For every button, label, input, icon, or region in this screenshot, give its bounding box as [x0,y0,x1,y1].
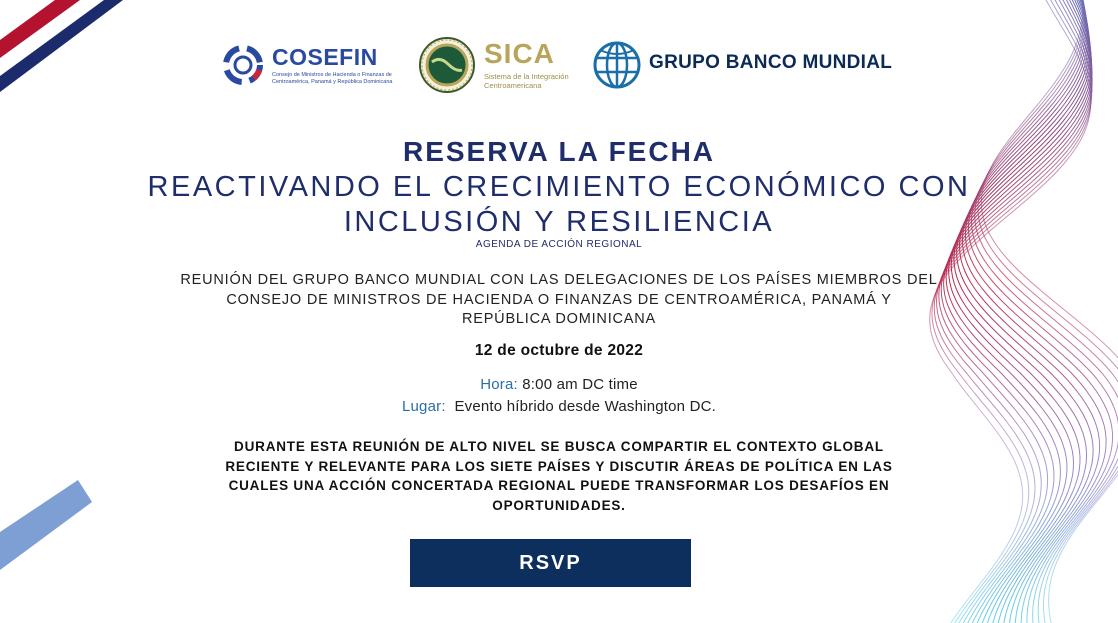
globe-icon [592,40,642,90]
meeting-purpose-line3: CUALES UNA ACCIÓN CONCERTADA REGIONAL PUEDE TRANSFORMAR LOS DESAFÍOS EN [228,478,890,493]
meeting-description-line2: CONSEJO DE MINISTROS DE HACIENDA O FINANZAS DE CENTROAMÉRICA, PANAMÁ Y [226,291,892,308]
meeting-description-line3: REPÚBLICA DOMINICANA [461,311,657,327]
meeting-description-line1: REUNIÓN DEL GRUPO BANCO MUNDIAL CON LAS DELEGACIONES DE LOS PAÍSES MIEMBROS DEL [180,272,938,288]
location-label: Lugar: [401,398,446,415]
event-date: 12 de octubre de 2022 [474,342,644,359]
cosefin-emblem-icon [220,42,266,88]
event-title [0,170,1118,240]
cosefin-name: COSEFIN [272,44,378,70]
meeting-purpose-line2: RECIENTE Y RELEVANTE PARA LOS SIETE PAÍSES Y DISCUTIR ÁREAS DE POLÍTICA EN LAS [225,458,893,474]
cosefin-logo [220,42,400,88]
rsvp-button[interactable] [410,539,691,587]
agenda-subtitle: AGENDA DE ACCIÓN REGIONAL [475,239,643,250]
meeting-purpose [0,437,1118,515]
world-bank-logo [592,36,902,92]
sica-seal-icon [418,36,476,94]
world-bank-name: GRUPO BANCO MUNDIAL [649,52,893,73]
time-value: 8:00 am DC time [522,376,638,393]
meeting-description [0,271,1118,330]
sica-logo [418,34,578,96]
sica-name: SICA [484,38,555,69]
cosefin-subtitle: Consejo de Ministros de Hacienda o Finanzas de Centroamérica, Panamá y República Dominicana [272,72,393,85]
location-value: Evento híbrido desde Washington DC. [454,398,717,415]
save-the-date-heading: RESERVA LA FECHA [402,136,716,167]
sica-subtitle: Sistema de la Integración Centroamericana [484,72,569,90]
event-location [0,398,1118,415]
event-title-line1: REACTIVANDO EL CRECIMIENTO ECONÓMICO CON [147,171,971,203]
partner-logos [0,30,1118,100]
event-title-line2: INCLUSIÓN Y RESILIENCIA [343,206,775,238]
rsvp-label: RSVP [519,551,582,574]
meeting-purpose-line4: OPORTUNIDADES. [492,497,626,513]
event-time [0,376,1118,393]
time-label: Hora: [480,376,518,393]
meeting-purpose-line1: DURANTE ESTA REUNIÓN DE ALTO NIVEL SE BUSCA COMPARTIR EL CONTEXTO GLOBAL [234,439,884,454]
